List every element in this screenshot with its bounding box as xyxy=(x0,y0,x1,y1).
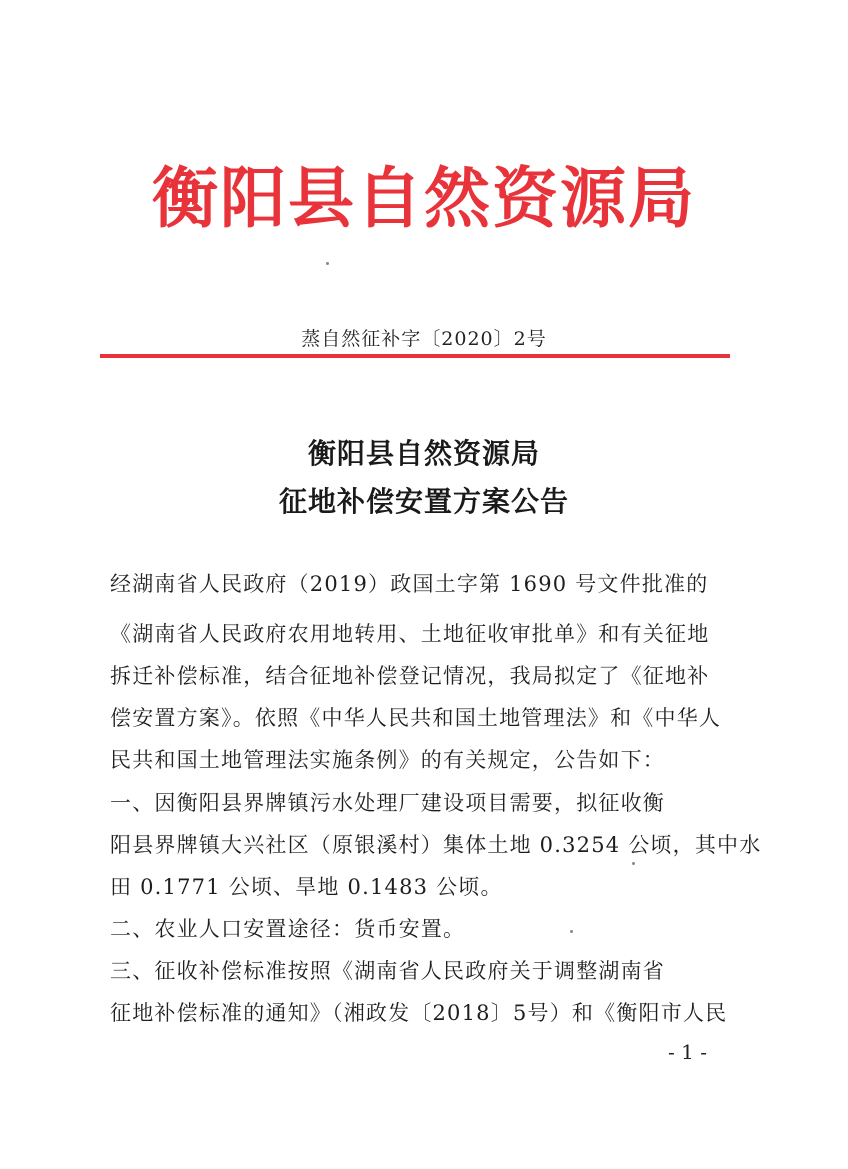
body-line: 二、农业人口安置途径：货币安置。 xyxy=(110,917,466,941)
body-line: 三、征收补偿标准按照《湖南省人民政府关于调整湖南省 xyxy=(110,959,665,983)
notice-title-line1: 衡阳县自然资源局 xyxy=(307,437,540,470)
body-line: 经湖南省人民政府（2019）政国土字第 1690 号文件批准的 xyxy=(110,572,709,596)
document-number: 蒸自然征补字〔2020〕2号 xyxy=(301,328,547,350)
body-line: 征地补偿标准的通知》（湘政发〔2018〕5号）和《衡阳市人民 xyxy=(110,1001,728,1025)
body-line: 一、因衡阳县界牌镇污水处理厂建设项目需要，拟征收衡 xyxy=(110,791,665,815)
body-line: 偿安置方案》。依照《中华人民共和国土地管理法》和《中华人 xyxy=(110,706,722,730)
org-red-header: 衡阳县自然资源局 xyxy=(152,159,696,237)
body-line: 拆迁补偿标准，结合征地补偿登记情况，我局拟定了《征地补 xyxy=(110,664,710,688)
body-line: 田 0.1771 公顷、旱地 0.1483 公顷。 xyxy=(110,875,503,899)
notice-title-line2: 征地补偿安置方案公告 xyxy=(278,485,569,518)
body-line: 《湖南省人民政府农用地转用、土地征收审批单》和有关征地 xyxy=(110,622,710,646)
scan-speck xyxy=(570,930,573,933)
body-line: 阳县界牌镇大兴社区（原银溪村）集体土地 0.3254 公顷，其中水 xyxy=(110,833,762,857)
body-line: 民共和国土地管理法实施条例》的有关规定，公告如下： xyxy=(110,748,665,772)
scan-speck xyxy=(326,262,329,265)
page-number: - 1 - xyxy=(668,1040,707,1064)
scan-speck xyxy=(632,862,635,865)
red-divider-line xyxy=(100,354,730,358)
